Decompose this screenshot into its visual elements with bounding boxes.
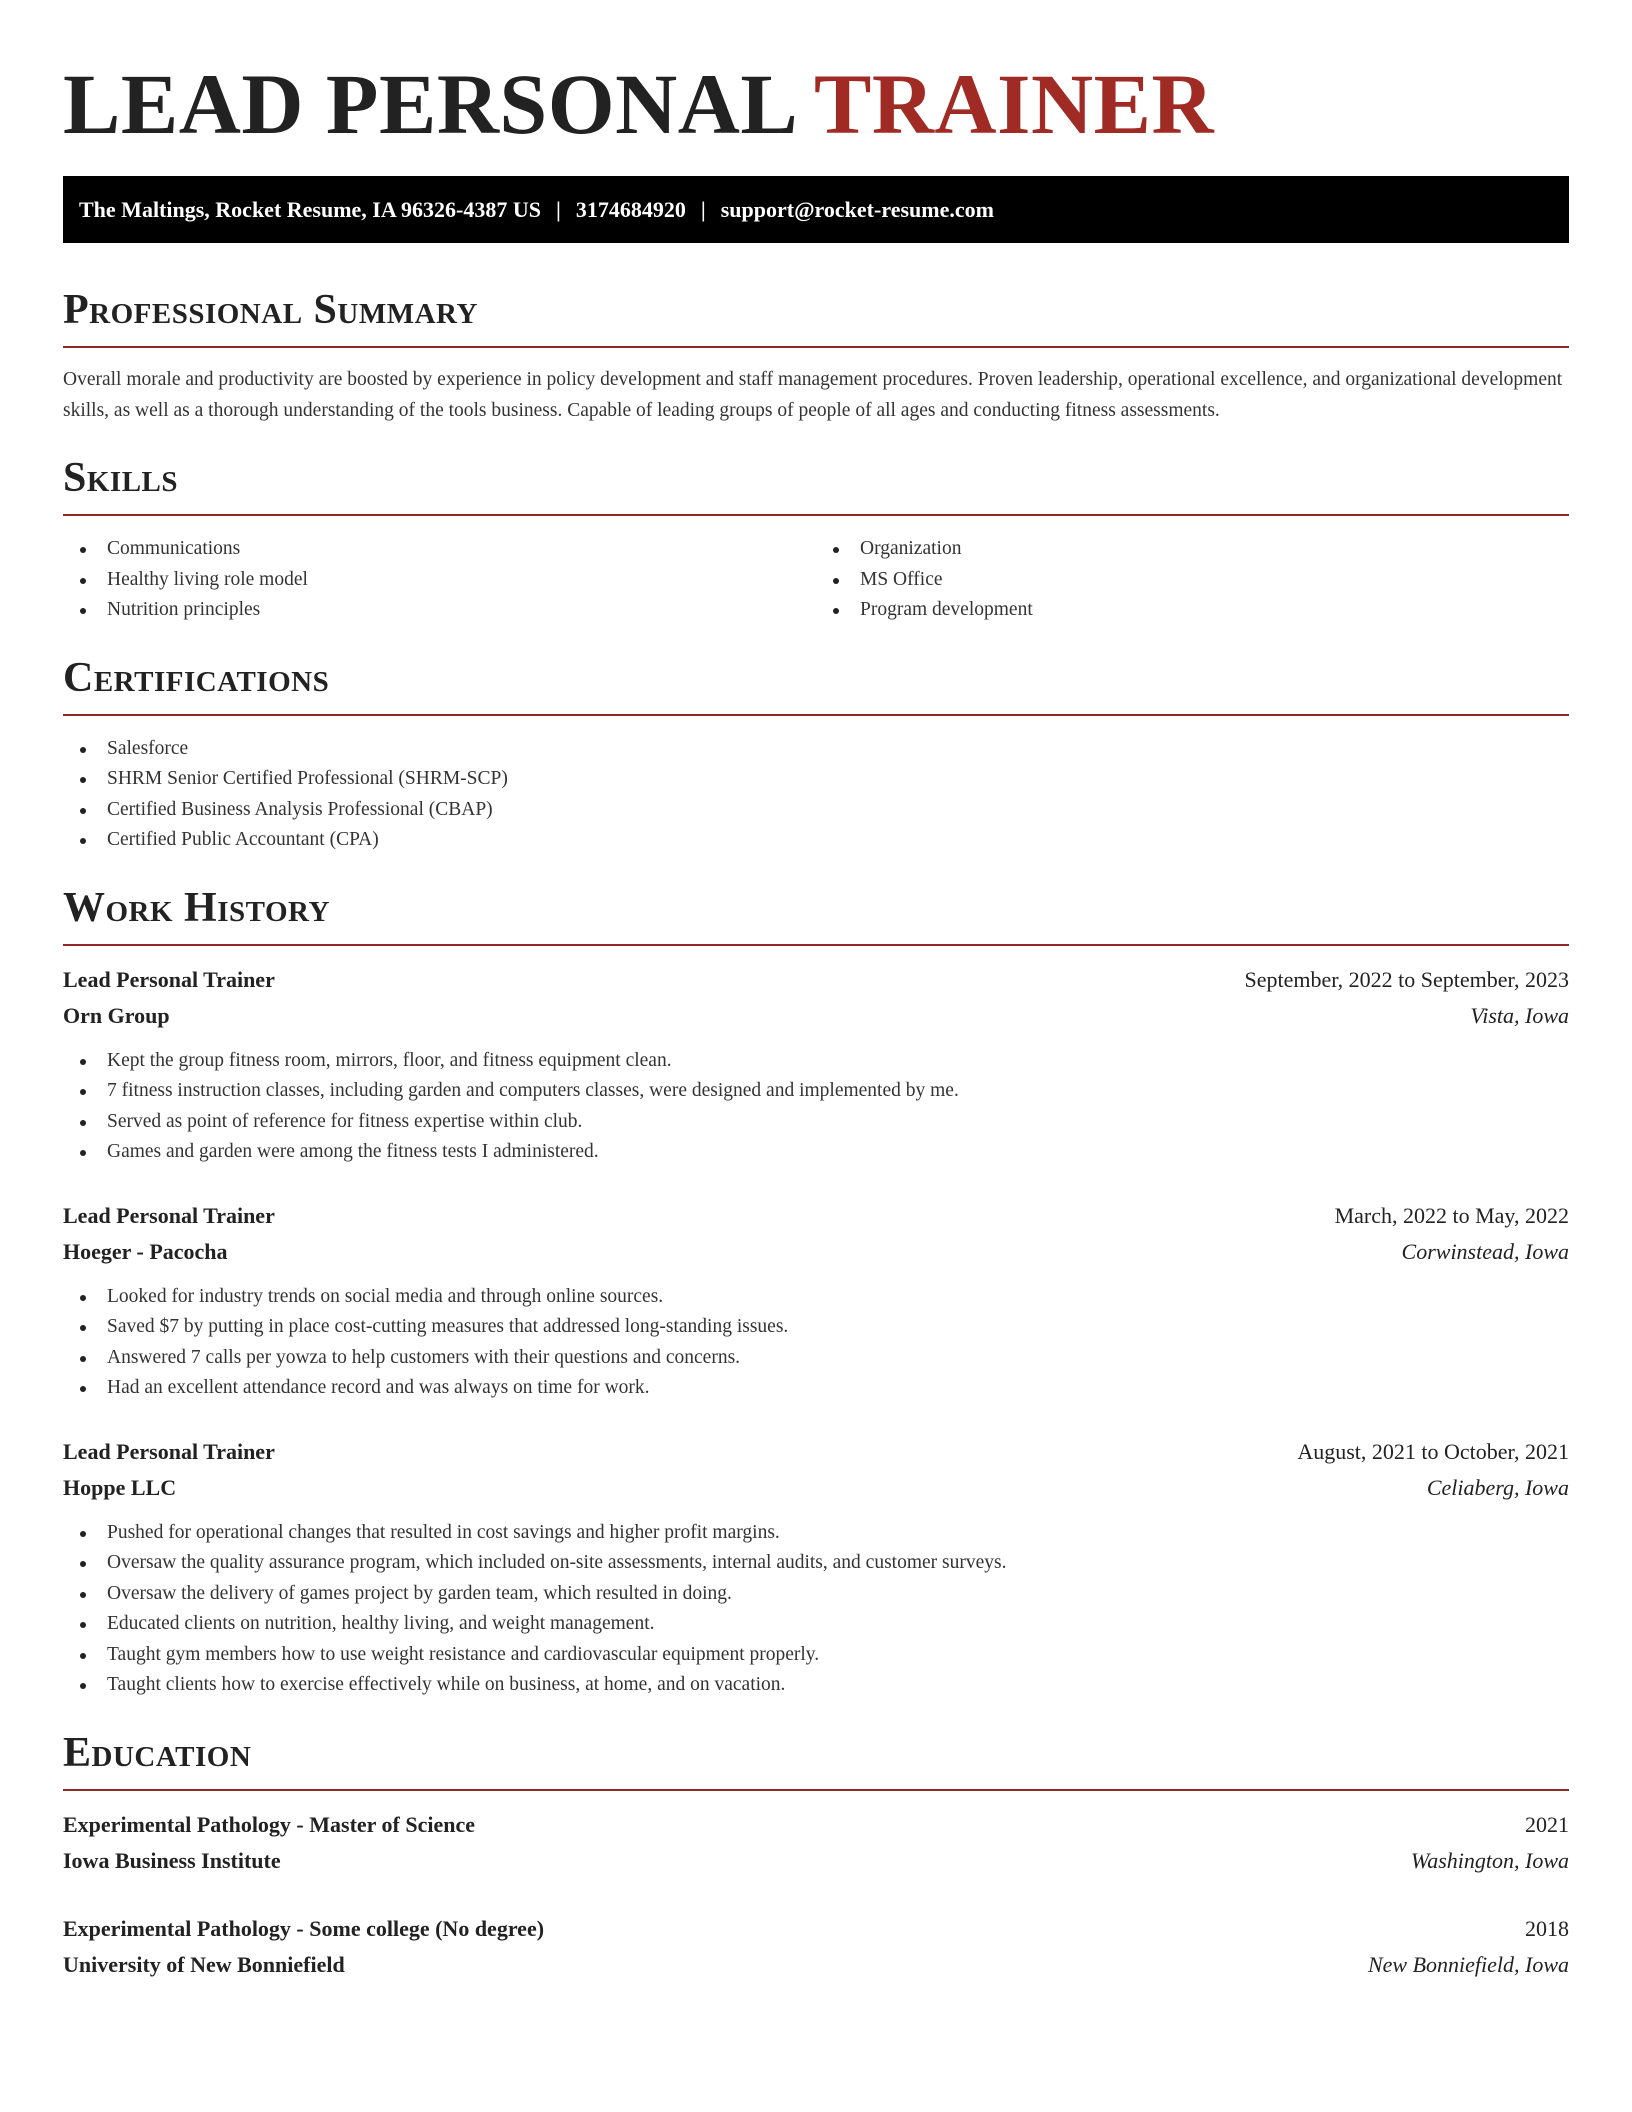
- certifications-list: [63, 734, 1569, 856]
- job-title-row: [63, 1198, 1569, 1234]
- job-company: Hoppe LLC: [63, 1474, 177, 1500]
- job-location: Vista, Iowa: [1470, 1002, 1569, 1028]
- education-location: New Bonniefield, Iowa: [1367, 1951, 1569, 1977]
- resume-title: [63, 0, 1569, 152]
- summary-text: Overall morale and productivity are boosted by experience in policy development and staff management procedures. Proven leadership, operational excellence, and organizational development skills, as well as a thorough understanding of the tools business. Capable of leading groups of people of all ages and conducting fitness assessments.: [63, 369, 1563, 421]
- job-bullet: Oversaw the quality assurance program, which included on-site assessments, internal audits, and customer surveys.: [63, 1548, 1569, 1579]
- education-section: [63, 1727, 1569, 1983]
- job-dates: March, 2022 to May, 2022: [1334, 1202, 1569, 1228]
- education-school: University of New Bonniefield: [63, 1951, 345, 1977]
- job-company-row: [63, 1234, 1569, 1270]
- job-title: Lead Personal Trainer: [63, 1202, 275, 1228]
- job-bullet: Had an excellent attendance record and was always on time for work.: [63, 1373, 1569, 1404]
- job-bullet: Looked for industry trends on social media and through online sources.: [63, 1282, 1569, 1313]
- skill-item: MS Office: [816, 565, 1569, 596]
- job-bullet: 7 fitness instruction classes, including garden and computers classes, were designed and implemented by me.: [63, 1076, 1569, 1107]
- skills-column-left: [63, 534, 816, 626]
- job-bullet: Pushed for operational changes that resulted in cost savings and higher profit margins.: [63, 1518, 1569, 1549]
- education-degree: Experimental Pathology - Some college (No degree): [63, 1915, 545, 1941]
- job-company: Orn Group: [63, 1002, 170, 1028]
- job-bullet: Educated clients on nutrition, healthy living, and weight management.: [63, 1609, 1569, 1640]
- section-divider: [63, 1789, 1569, 1791]
- job-company-row: [63, 998, 1569, 1034]
- contact-email[interactable]: support@rocket-resume.com: [720, 196, 994, 222]
- job-bullets: [63, 1518, 1569, 1701]
- education-year: 2021: [1525, 1811, 1569, 1837]
- job-bullets: [63, 1282, 1569, 1404]
- certifications-heading: Certifications: [63, 654, 330, 701]
- job-title-row: [63, 1434, 1569, 1470]
- certification-item: SHRM Senior Certified Professional (SHRM-SCP): [63, 764, 1569, 795]
- job-bullet: Taught gym members how to use weight resistance and cardiovascular equipment properly.: [63, 1640, 1569, 1671]
- section-divider: [63, 944, 1569, 946]
- skills-grid: [63, 534, 1569, 626]
- job-bullet: Games and garden were among the fitness tests I administered.: [63, 1137, 1569, 1168]
- section-divider: [63, 346, 1569, 348]
- education-school-row: [63, 1947, 1569, 1983]
- contact-separator: |: [700, 196, 706, 222]
- title-accent: TRAINER: [813, 56, 1215, 152]
- contact-separator: |: [556, 196, 561, 222]
- job-bullet: Taught clients how to exercise effectively while on business, at home, and on vacation.: [63, 1670, 1569, 1701]
- title-main: LEAD PERSONAL: [63, 56, 794, 152]
- skill-item: Program development: [816, 595, 1569, 626]
- skills-heading: Skills: [63, 455, 179, 501]
- work-history-section: [63, 882, 1569, 1701]
- job-bullet: Saved $7 by putting in place cost-cutting measures that addressed long-standing issues.: [63, 1312, 1569, 1343]
- education-entry: [63, 1807, 1569, 1879]
- job-dates: August, 2021 to October, 2021: [1297, 1438, 1569, 1464]
- skill-item: Nutrition principles: [63, 595, 816, 626]
- section-divider: [63, 714, 1569, 716]
- job-entry: [63, 1434, 1569, 1701]
- certification-item: Certified Public Accountant (CPA): [63, 825, 1569, 856]
- skills-section: [63, 452, 1569, 626]
- education-location: Washington, Iowa: [1410, 1847, 1569, 1873]
- education-entry: [63, 1911, 1569, 1983]
- skill-item: Communications: [63, 534, 816, 565]
- contact-bar: [63, 176, 1569, 243]
- job-title-row: [63, 962, 1569, 998]
- certifications-section: [63, 652, 1569, 856]
- job-bullets: [63, 1046, 1569, 1168]
- education-degree: Experimental Pathology - Master of Science: [63, 1811, 476, 1837]
- summary-section: [63, 284, 1569, 426]
- job-bullet: Served as point of reference for fitness expertise within club.: [63, 1107, 1569, 1138]
- job-entry: [63, 962, 1569, 1168]
- job-location: Corwinstead, Iowa: [1401, 1238, 1569, 1264]
- education-degree-row: [63, 1807, 1569, 1843]
- summary-heading: Professional Summary: [63, 287, 478, 333]
- education-school-row: [63, 1843, 1569, 1879]
- education-degree-row: [63, 1911, 1569, 1947]
- skills-column-right: [816, 534, 1569, 626]
- contact-phone: 3174684920: [575, 196, 686, 222]
- job-bullet: Kept the group fitness room, mirrors, floor, and fitness equipment clean.: [63, 1046, 1569, 1077]
- education-heading: Education: [63, 1729, 252, 1776]
- job-title: Lead Personal Trainer: [63, 966, 275, 992]
- job-entry: [63, 1198, 1569, 1404]
- certification-item: Certified Business Analysis Professional (CBAP): [63, 795, 1569, 826]
- education-year: 2018: [1525, 1915, 1569, 1941]
- work-history-heading: Work History: [63, 884, 330, 931]
- job-company-row: [63, 1470, 1569, 1506]
- job-location: Celiaberg, Iowa: [1426, 1474, 1569, 1500]
- education-school: Iowa Business Institute: [63, 1847, 281, 1873]
- contact-address: The Maltings, Rocket Resume, IA 96326-4387 US: [79, 196, 541, 222]
- section-divider: [63, 514, 1569, 516]
- certification-item: Salesforce: [63, 734, 1569, 765]
- skill-item: Healthy living role model: [63, 565, 816, 596]
- job-dates: September, 2022 to September, 2023: [1244, 966, 1569, 992]
- job-bullet: Oversaw the delivery of games project by garden team, which resulted in doing.: [63, 1579, 1569, 1610]
- job-title: Lead Personal Trainer: [63, 1438, 275, 1464]
- job-bullet: Answered 7 calls per yowza to help customers with their questions and concerns.: [63, 1343, 1569, 1374]
- job-company: Hoeger - Pacocha: [63, 1238, 228, 1264]
- skill-item: Organization: [816, 534, 1569, 565]
